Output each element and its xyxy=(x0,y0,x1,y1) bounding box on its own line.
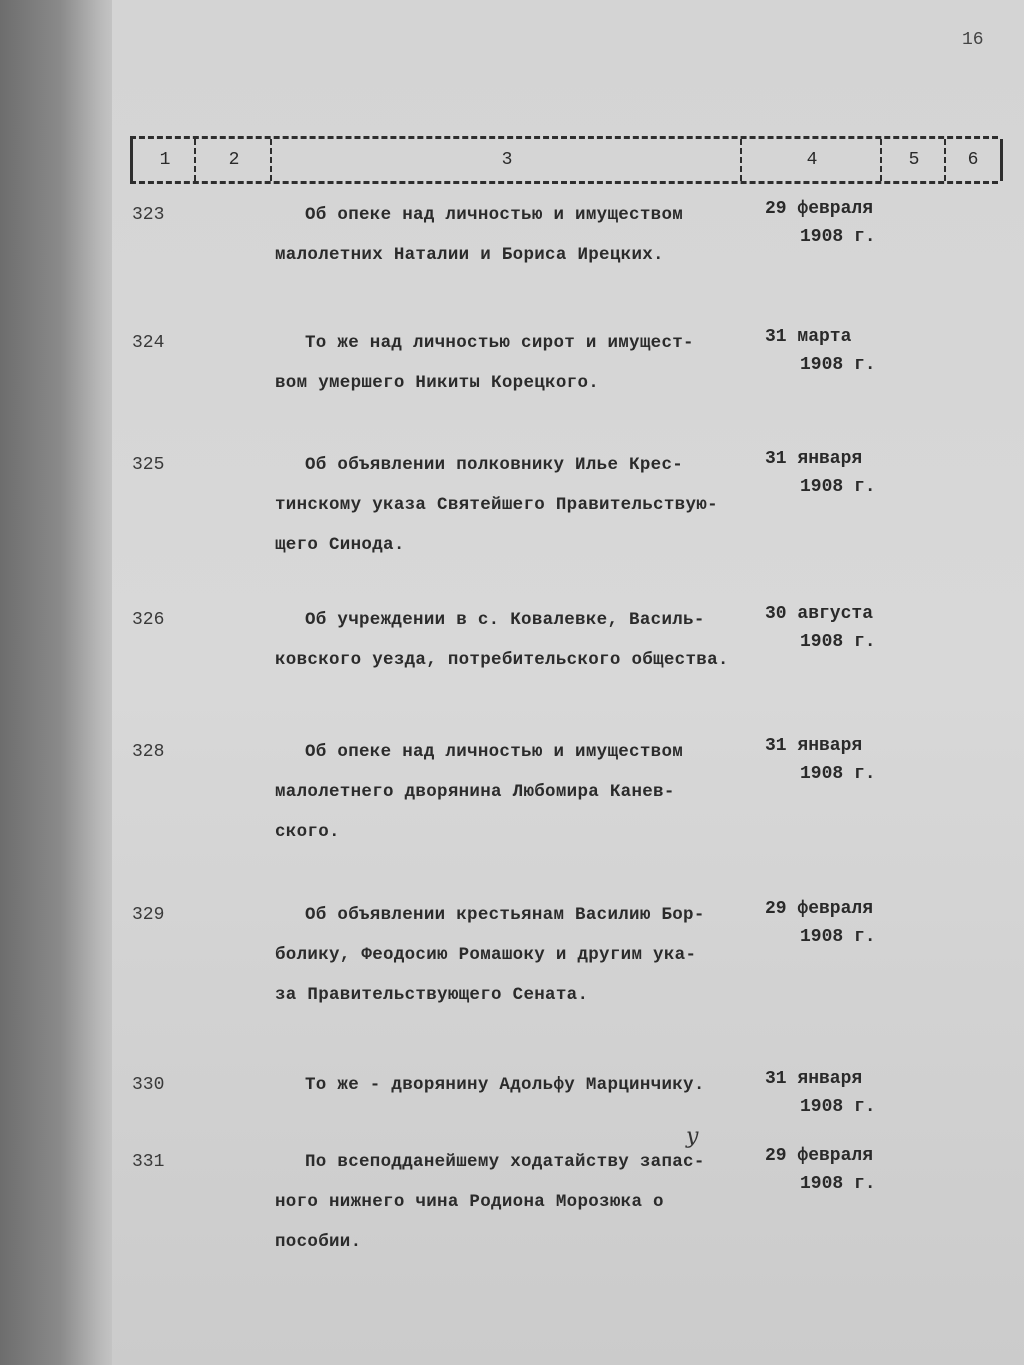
entry-text-line: болику, Феодосию Ромашоку и другим ука- xyxy=(275,945,697,965)
header-col-3: 3 xyxy=(270,139,742,181)
entry-date-day: 29 февраля xyxy=(765,199,874,219)
entry-text-line: ского. xyxy=(275,822,340,842)
entry-text-line: за Правительствующего Сената. xyxy=(275,985,589,1005)
handwritten-correction: у xyxy=(686,1124,699,1149)
entry-text-line: То же над личностью сирот и имущест- xyxy=(305,333,694,353)
entry-text-line: малолетних Наталии и Бориса Ирецких. xyxy=(275,245,664,265)
entry-number: 330 xyxy=(132,1075,165,1095)
page-number: 16 xyxy=(962,30,984,50)
header-col-5: 5 xyxy=(880,139,946,181)
entry-number: 326 xyxy=(132,610,165,630)
entry-number: 329 xyxy=(132,905,165,925)
entry-date-year: 1908 г. xyxy=(800,227,876,247)
entry-date-year: 1908 г. xyxy=(800,477,876,497)
header-col-2: 2 xyxy=(194,139,272,181)
entry-date-year: 1908 г. xyxy=(800,1174,876,1194)
entry-text-line: ного нижнего чина Родиона Морозюка о xyxy=(275,1192,664,1212)
entry-date-day: 31 марта xyxy=(765,327,852,347)
entry-text-line: щего Синода. xyxy=(275,535,405,555)
entry-number: 328 xyxy=(132,742,165,762)
header-col-4: 4 xyxy=(740,139,882,181)
entry-date-day: 31 января xyxy=(765,1069,863,1089)
entry-text-line: ковского уезда, потребительского общества. xyxy=(275,650,729,670)
entry-number: 325 xyxy=(132,455,165,475)
entry-text-line: Об объявлении крестьянам Василию Бор- xyxy=(305,905,705,925)
entry-text-line: малолетнего дворянина Любомира Канев- xyxy=(275,782,675,802)
entry-date-year: 1908 г. xyxy=(800,764,876,784)
entry-date-day: 30 августа xyxy=(765,604,874,624)
entry-number: 323 xyxy=(132,205,165,225)
entry-text-line: пособии. xyxy=(275,1232,362,1252)
entry-text-line: Об учреждении в с. Ковалевке, Василь- xyxy=(305,610,705,630)
entry-number: 331 xyxy=(132,1152,165,1172)
entry-date-day: 29 февраля xyxy=(765,899,874,919)
entry-date-day: 31 января xyxy=(765,449,863,469)
entry-date-day: 31 января xyxy=(765,736,863,756)
entry-date-year: 1908 г. xyxy=(800,927,876,947)
entry-text-line: тинскому указа Святейшего Правительствую- xyxy=(275,495,718,515)
entry-text-line: То же - дворянину Адольфу Марцинчику. xyxy=(305,1075,705,1095)
entry-text-line: вом умершего Никиты Корецкого. xyxy=(275,373,600,393)
entry-number: 324 xyxy=(132,333,165,353)
entry-date-year: 1908 г. xyxy=(800,632,876,652)
header-col-1: 1 xyxy=(130,139,197,181)
entry-date-year: 1908 г. xyxy=(800,355,876,375)
entry-text-line: Об опеке над личностью и имуществом xyxy=(305,205,684,225)
table-header xyxy=(130,136,998,184)
entry-date-day: 29 февраля xyxy=(765,1146,874,1166)
entry-text-line: Об объявлении полковнику Илье Крес- xyxy=(305,455,684,475)
entry-date-year: 1908 г. xyxy=(800,1097,876,1117)
entry-text-line: По всеподданейшему ходатайству запас- xyxy=(305,1152,705,1172)
header-col-6: 6 xyxy=(944,139,1003,181)
entry-text-line: Об опеке над личностью и имуществом xyxy=(305,742,684,762)
